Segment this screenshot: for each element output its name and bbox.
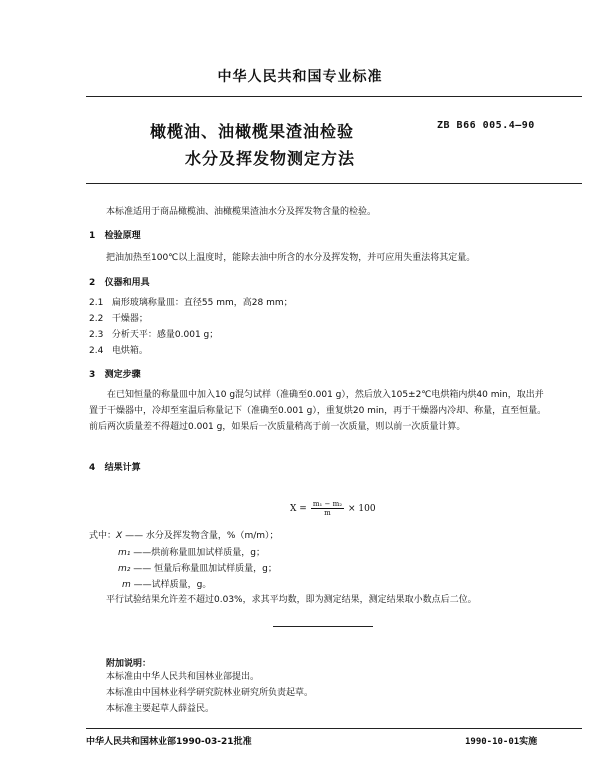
- where-line: [118, 563, 277, 575]
- variable-description: ——试样质量，g。: [133, 580, 212, 590]
- title-rule: [86, 183, 582, 184]
- effective-date: 1990-10-01实施: [465, 737, 538, 747]
- notes-line: 本标准由中国林业科学研究院林业研究所负责起草。: [106, 688, 314, 698]
- notes-line: 本标准由中华人民共和国林业部提出。: [106, 672, 260, 682]
- section-number: 4: [89, 463, 96, 473]
- item-text: 干燥器；: [111, 314, 148, 324]
- apparatus-item: [89, 313, 148, 325]
- where-line: [122, 579, 211, 591]
- formula-fraction: [311, 500, 344, 517]
- where-line: [118, 547, 265, 559]
- variable-description: —— 水分及挥发物含量，%（m/m）；: [125, 531, 279, 541]
- where-prefix: 式中：: [89, 531, 117, 541]
- variable-description: ——烘前称量皿加试样质量，g；: [133, 548, 265, 558]
- apparatus-item: [89, 345, 148, 357]
- result-formula: [290, 500, 376, 517]
- section-number: 1: [89, 231, 96, 241]
- footer-rule: [86, 728, 582, 729]
- apparatus-item: [89, 297, 293, 309]
- variable-symbol: m₂: [118, 564, 131, 574]
- procedure-text: 在已知恒量的称量皿中加入10 g混匀试样（准确至0.001 g），然后放入105±2℃电烘箱内烘40 min，取出并置于干燥器中，冷却至室温后称量记下（准确至0.001 g），重复烘20 min，再于干燥器内冷却、称量，直至恒量。前后两次质量差不得超过0.001 g，如果后一次质量稍高于前一次质量，则以前一次质量计算。: [89, 390, 547, 432]
- section-title: 仪器和用具: [104, 278, 150, 288]
- section-divider: [273, 626, 373, 627]
- item-number: 2.2: [89, 314, 104, 324]
- variable-symbol: X: [116, 531, 123, 541]
- item-text: 电烘箱。: [111, 346, 148, 356]
- apparatus-item: [89, 329, 218, 341]
- principle-text: 把油加热至100℃以上温度时，能除去油中所含的水分及挥发物，并可应用失重法将其定量。: [106, 253, 476, 263]
- section-heading: [89, 460, 141, 473]
- variable-symbol: m: [122, 580, 131, 590]
- section-title: 测定步骤: [104, 370, 141, 380]
- section-heading: [89, 228, 141, 241]
- standard-code: ZB B66 005.4—90: [437, 120, 535, 131]
- document-title-line2: 水分及挥发物测定方法: [185, 149, 356, 168]
- variable-description: —— 恒量后称量皿加试样质量，g；: [133, 564, 277, 574]
- item-number: 2.4: [89, 346, 104, 356]
- where-line: [89, 530, 279, 542]
- notes-line: 本标准主要起草人薛益民。: [106, 704, 215, 714]
- item-text: 扁形玻璃称量皿：直径55 mm，高28 mm；: [111, 298, 293, 308]
- item-number: 2.1: [89, 298, 104, 308]
- formula-numerator: m₁ − m₂: [312, 500, 343, 508]
- publisher-header: 中华人民共和国专业标准: [217, 69, 383, 85]
- approval-date: 中华人民共和国林业部1990-03-21批准: [86, 737, 252, 747]
- notes-heading: 附加说明：: [106, 659, 152, 669]
- section-number: 2: [89, 278, 96, 288]
- formula-rhs: × 100: [348, 503, 376, 514]
- section-heading: [89, 367, 141, 380]
- document-title-line1: 橄榄油、油橄榄果渣油检验: [150, 122, 355, 141]
- item-text: 分析天平：感量0.001 g；: [111, 330, 219, 340]
- section-title: 检验原理: [104, 231, 141, 241]
- section-number: 3: [89, 370, 96, 380]
- intro-text: 本标准适用于商品橄榄油、油橄榄果渣油水分及挥发物含量的检验。: [106, 207, 377, 217]
- tolerance-text: 平行试验结果允许差不超过0.03%，求其平均数，即为测定结果，测定结果取小数点后二位。: [106, 595, 477, 605]
- item-number: 2.3: [89, 330, 104, 340]
- section-title: 结果计算: [104, 463, 141, 473]
- section-heading: [89, 275, 150, 288]
- formula-lhs: X =: [290, 503, 307, 514]
- formula-denominator: m: [324, 509, 331, 517]
- variable-symbol: m₁: [118, 548, 131, 558]
- header-rule: [86, 96, 582, 97]
